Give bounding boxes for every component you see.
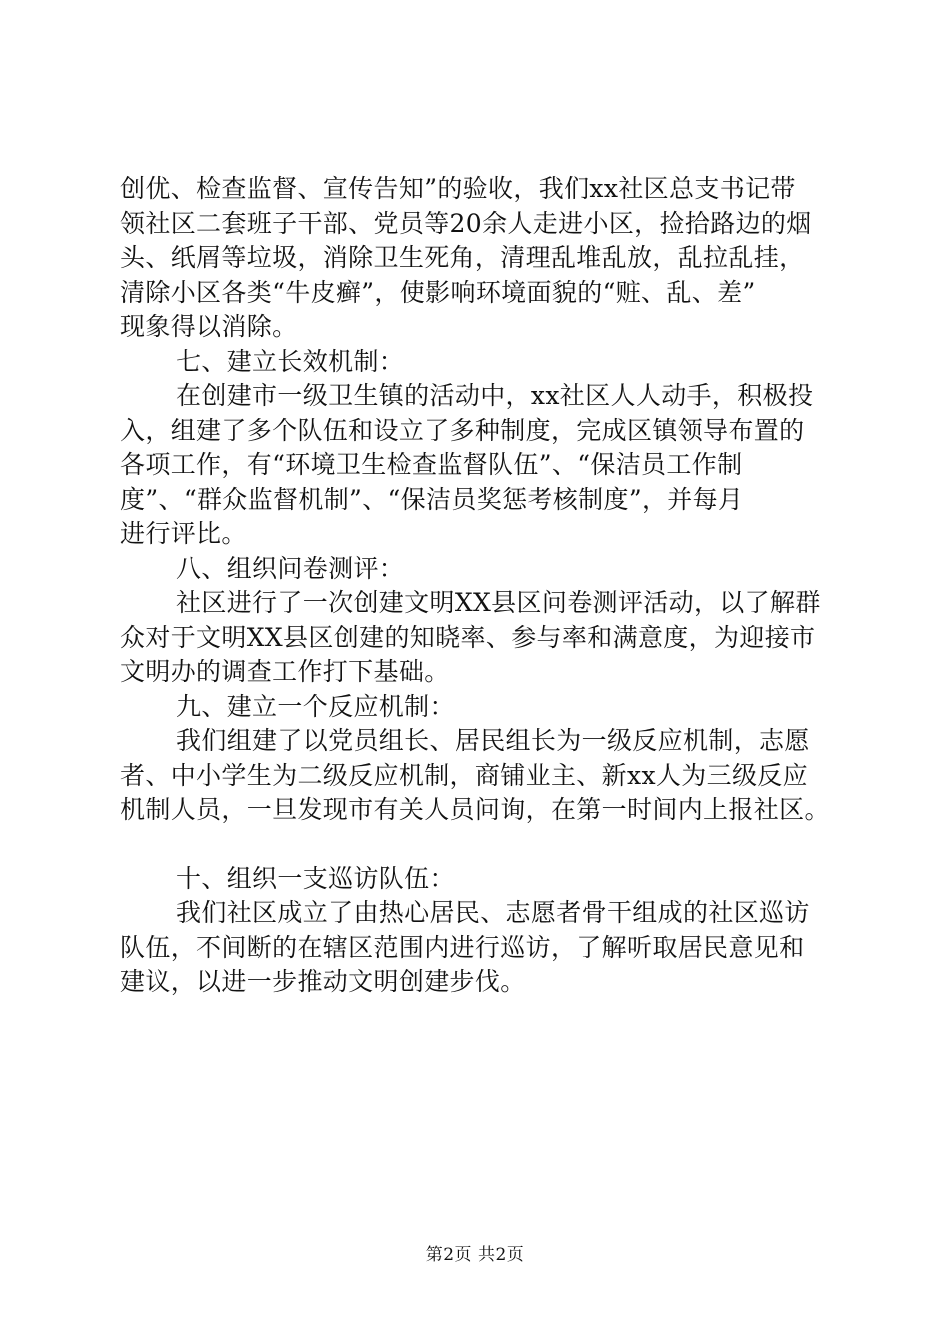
section-heading: 十、组织一支巡访队伍： [176, 863, 455, 893]
text-line: 清除小区各类“牛皮癣”，使影响环境面貌的“赃、乱、差” [120, 277, 756, 307]
text-line: 众对于文明XX县区创建的知晓率、参与率和满意度，为迎接市 [120, 622, 816, 652]
text-line: 领社区二套班子干部、党员等20余人走进小区，捡拾路边的烟 [120, 208, 812, 238]
text-line: 入，组建了多个队伍和设立了多种制度，完成区镇领导布置的 [120, 415, 805, 445]
paragraph-first-line: 在创建市一级卫生镇的活动中，xx社区人人动手，积极投 [176, 381, 814, 410]
text-line: 现象得以消除。 [120, 312, 298, 341]
blank-line [120, 828, 840, 862]
paragraph-first-line: 我们组建了以党员组长、居民组长为一级反应机制，志愿 [176, 726, 810, 755]
text-line: 机制人员，一旦发现市有关人员问询，在第一时间内上报社区。 [120, 795, 830, 824]
paragraph-first-line: 社区进行了一次创建文明XX县区问卷测评活动，以了解群 [176, 588, 821, 617]
text-line: 头、纸屑等垃圾，消除卫生死角，清理乱堆乱放，乱拉乱挂， [120, 243, 805, 272]
section-heading: 九、建立一个反应机制： [176, 691, 455, 721]
text-line: 进行评比。 [120, 519, 247, 548]
document-body [120, 172, 840, 1000]
text-line: 各项工作，有“环境卫生检查监督队伍”、“保洁员工作制 [120, 450, 743, 479]
section-heading: 七、建立长效机制： [176, 346, 405, 376]
section-heading: 八、组织问卷测评： [176, 553, 405, 583]
paragraph-first-line: 我们社区成立了由热心居民、志愿者骨干组成的社区巡访 [176, 898, 810, 927]
text-line: 队伍，不间断的在辖区范围内进行巡访，了解听取居民意见和 [120, 932, 805, 962]
page-number-footer: 第2页 共2页 [425, 1245, 525, 1265]
text-line: 建议，以进一步推动文明创建步伐。 [120, 967, 526, 996]
text-line: 创优、检查监督、宣传告知”的验收，我们xx社区总支书记带 [120, 174, 796, 203]
text-line: 者、中小学生为二级反应机制，商铺业主、新xx人为三级反应 [120, 760, 809, 790]
text-line: 文明办的调查工作打下基础。 [120, 657, 450, 686]
text-line: 度”、“群众监督机制”、“保洁员奖惩考核制度”，并每月 [120, 484, 744, 514]
